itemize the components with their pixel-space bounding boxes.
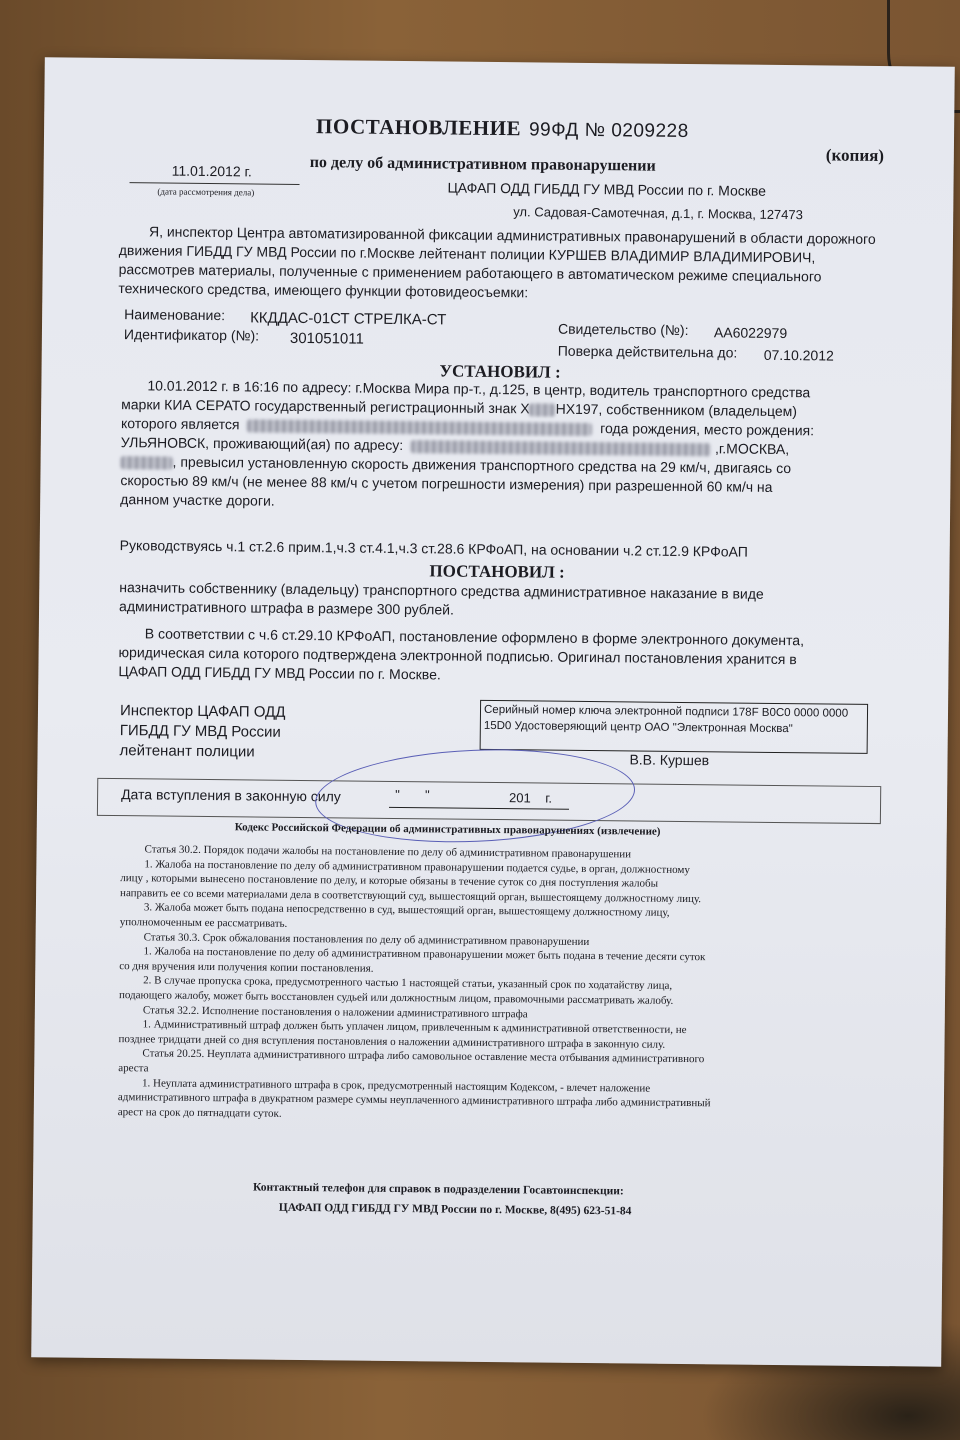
decided-line-3: В соответствии с ч.6 ст.29.10 КРФоАП, постановление оформлено в форме электронного документа, <box>144 625 805 649</box>
effective-date-year: 201 г. <box>509 790 553 806</box>
check-value: 07.10.2012 <box>763 346 834 364</box>
extract-line: Статья 30.3. Срок обжалования постановления по делу об административном правонарушении <box>143 930 590 948</box>
extract-line: лицу , которыми вынесено постановление по делу, и которые обязаны в течение суток со дня поступления жалобы <box>120 872 659 890</box>
signature-key-text: Серийный номер ключа электронной подписи 178F B0C0 0000 0000 15D0 Удостоверяющий центр ОАО "Электронная Москва" <box>483 703 849 736</box>
inspector-line-3: лейтенант полиции <box>119 742 255 761</box>
extract-heading: Кодекс Российской Федерации об административных правонарушениях (извлечение) <box>234 821 661 838</box>
established-line-7: данном участке дороги. <box>120 491 275 509</box>
decided-line-5: ЦАФАП ОДД ГИБДД ГУ МВД России по г. Москве. <box>118 663 441 683</box>
device-name-value: ККДДАС-01СТ СТРЕЛКА-СТ <box>250 309 447 329</box>
intro-text: Я, инспектор Центра автоматизированной фиксации административных правонарушений в области дорожного движения ГИБДД ГУ МВД России по г.Москве лейтенант полиции КУРШЕВ ВЛАДИМИР ВЛАДИМИРОВИЧ, рассмотрев материалы, полученные с применением работающего в автоматическом режиме специального технического средства, имеющего функции фотовидеосъемки: <box>118 223 876 301</box>
extract-line: со дня вручения или получения копии постановления. <box>119 959 374 975</box>
contact-heading: Контактный телефон для справок в подразделении Госавтоинспекции: <box>252 1181 624 1198</box>
extract-line: 1. Жалоба на постановление по делу об административном правонарушении может быть подана в течение десяти суток <box>143 945 706 964</box>
check-label: Поверка действительна до: <box>557 342 738 361</box>
title-text: ПОСТАНОВЛЕНИЕ <box>315 114 522 141</box>
violation-text: , превысил установленную скорость движения транспортного средства на 29 км/ч, двигаясь со <box>172 453 792 477</box>
extract-line: административного штрафа в двукратном размере суммы неуплаченного административного штрафа либо административный <box>117 1091 711 1110</box>
copy-mark: (копия) <box>825 145 885 166</box>
established-line-1: 10.01.2012 г. в 16:16 по адресу: г.Москва Мира пр-т., д.125, в центр, водитель транспортного средства <box>147 377 811 401</box>
intro-paragraph <box>118 222 879 306</box>
contact-phone: ЦАФАП ОДД ГИБДД ГУ МВД России по г. Москве, 8(495) 623-51-84 <box>278 1201 632 1218</box>
inspector-line-1: Инспектор ЦАФАП ОДД <box>119 702 286 721</box>
extract-line: подающего жалобу, может быть восстановлен судьей или должностным лицом, правомочными рассматривать жалобу. <box>118 989 674 1007</box>
inspector-name: В.В. Куршев <box>629 751 710 769</box>
extract-line: 1. Административный штраф должен быть уплачен лицом, привлеченным к административной ответственности, не <box>142 1018 687 1037</box>
plate-suffix: НХ197, собственником (владельцем) <box>555 400 798 420</box>
decided-line-1: назначить собственнику (владельцу) транспортного средства административное наказание в виде <box>119 579 764 602</box>
decided-line-2: административного штрафа в размере 300 рублей. <box>119 598 454 618</box>
established-heading: УСТАНОВИЛ : <box>439 361 561 382</box>
extract-line: 2. В случае пропуска срока, предусмотренного частью 1 настоящей статьи, указанный срок по ходатайству лица, <box>143 974 673 993</box>
extract-line: Статья 20.25. Неуплата административного штрафа либо самовольное оставление места отбывания административного <box>142 1047 705 1066</box>
decided-line-4: юридическая сила которого подтверждена электронной подписью. Оригинал постановления хранится в <box>118 644 797 668</box>
document-subtitle: по делу об административном правонарушении <box>309 154 656 175</box>
document-number: 99ФД № 0209228 <box>528 119 689 143</box>
extract-line: Статья 32.2. Исполнение постановления о наложении административного штрафа <box>142 1003 528 1020</box>
redacted-plate <box>530 403 556 416</box>
device-id-value: 301051011 <box>289 329 364 348</box>
extract-line: арест на срок до пятнадцати суток. <box>117 1105 282 1120</box>
legal-basis: Руководствуясь ч.1 ст.2.6 прим.1,ч.3 ст.4.1,ч.3 ст.28.6 КРФоАП, на основании ч.2 ст.12.9 КРФоАП <box>119 537 748 560</box>
device-name-label: Наименование: <box>124 306 226 324</box>
redacted-owner <box>247 419 592 436</box>
extract-line: Статья 30.2. Порядок подачи жалобы на постановление по делу об административном правонарушении <box>144 843 632 861</box>
department: ЦАФАП ОДД ГИБДД ГУ МВД России по г. Москве <box>447 179 767 199</box>
plate-prefix: марки КИА СЕРАТО государственный регистрационный знак Х <box>121 396 530 417</box>
extract-line: позднее тридцати дней со дня вступления постановления о наложении административного штрафа в законную силу. <box>118 1032 666 1051</box>
certificate-label: Свидетельство (№): <box>557 320 689 339</box>
extract-line: 1. Жалоба на постановление по делу об административном правонарушении подается судье, в орган, должностному <box>144 857 690 876</box>
effective-date-label: Дата вступления в законную силу <box>121 786 341 805</box>
extract-line: 1. Неуплата административного штрафа в срок, предусмотренный настоящим Кодексом, - влечет наложение <box>142 1076 651 1095</box>
document-title <box>316 114 689 143</box>
redacted-address <box>411 440 711 456</box>
residence-prefix: УЛЬЯНОВСК, проживающий(ая) по адресу: <box>120 434 404 454</box>
birth-text: года рождения, место рождения: <box>600 420 815 439</box>
review-date: 11.01.2012 г. <box>171 162 252 180</box>
owner-prefix: которого является <box>120 415 240 433</box>
city-text: ,г.МОСКВА, <box>714 440 790 458</box>
department-address: ул. Садовая-Самотечная, д.1, г. Москва, 127473 <box>513 204 803 223</box>
decided-heading: ПОСТАНОВИЛ : <box>429 561 565 582</box>
device-id-label: Идентификатор (№): <box>123 326 260 344</box>
certificate-value: АА6022979 <box>713 324 788 342</box>
extract-line: 3. Жалоба может быть подана непосредственно в суд, вышестоящий орган, вышестоящему должностному лицу, <box>143 901 670 920</box>
extract-line: ареста <box>118 1062 149 1075</box>
extract-text <box>118 842 867 1127</box>
effective-date-quotes: " " <box>395 786 430 803</box>
date-underline <box>130 182 300 185</box>
extract-line: уполномоченным ее рассматривать. <box>119 916 288 930</box>
date-caption: (дата рассмотрения дела) <box>157 186 255 198</box>
inspector-line-2: ГИБДД ГУ МВД России <box>119 722 281 741</box>
redacted-detail <box>121 456 173 470</box>
established-line-6: скоростью 89 км/ч (не менее 88 км/ч с учетом погрешности измерения) при разрешенной 60 км/ч на <box>120 472 773 495</box>
extract-line: направить ее со всеми материалами дела в соответствующий суд, вышестоящий орган, вышестоящему должностному лицу. <box>120 886 702 905</box>
document-page <box>31 57 955 1366</box>
